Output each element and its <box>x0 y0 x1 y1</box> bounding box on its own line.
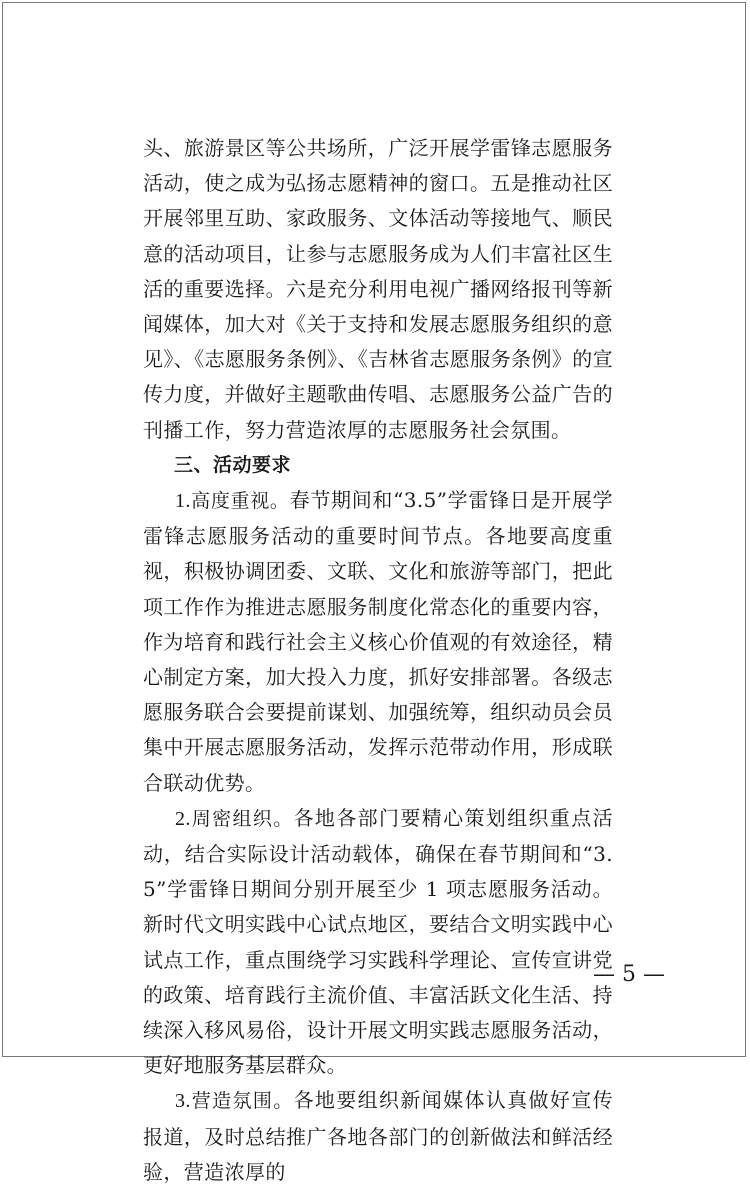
item-text: 各地各部门要精心策划组织重点活动，结合实际设计活动载体，确保在春节期间和“3.5”学雷锋日期间分别开展至少 1 项志愿服务活动。新时代文明实践中心试点地区，要结合文明实践中心试点工作，重点围绕学习实践科学理论、宣传宣讲党的政策、培育践行主流价值、丰富活跃文化生活、持续深入移风易俗，设计开展文明实践志愿服务活动，更好地服务基层群众。 <box>143 805 613 1078</box>
paragraph-continued: 头、旅游景区等公共场所，广泛开展学雷锋志愿服务活动，使之成为弘扬志愿精神的窗口。五是推动社区开展邻里互助、家政服务、文体活动等接地气、顺民意的活动项目，让参与志愿服务成为人们丰富社区生活的重要选择。六是充分利用电视广播网络报刊等新闻媒体，加大对《关于支持和发展志愿服务组织的意见》、《志愿服务条例》、《吉林省志愿服务条例》的宣传力度，并做好主题歌曲传唱、志愿服务公益广告的刊播工作，努力营造浓厚的志愿服务社会氛围。 <box>143 136 613 442</box>
list-item <box>143 483 613 801</box>
item-text: 春节期间和“3.5”学雷锋日是开展学雷锋志愿服务活动的重要时间节点。各地要高度重视，积极协调团委、文联、文化和旅游等部门，把此项工作作为推进志愿服务制度化常态化的重要内容，作为培育和践行社会主义核心价值观的有效途径，精心制定方案，加大投入力度，抓好安排部署。各级志愿服务联合会要提前谋划、加强统筹，组织动员会员集中开展志愿服务活动，发挥示范带动作用，形成联合联动优势。 <box>143 488 613 795</box>
item-title: 高度重视。 <box>190 490 290 513</box>
item-title: 周密组织。 <box>190 807 294 830</box>
item-title: 营造氛围。 <box>190 1090 294 1113</box>
page <box>2 2 746 1184</box>
list-item <box>143 801 613 1084</box>
list-item <box>143 1083 613 1190</box>
item-number: 1. <box>175 490 191 513</box>
item-text: 各地要组织新闻媒体认真做好宣传报道，及时总结推广各地各部门的创新做法和鲜活经验，营造浓厚的 <box>143 1088 613 1184</box>
item-number: 3. <box>175 1090 191 1113</box>
page-number: — 5 — <box>593 962 665 987</box>
document-body <box>143 131 613 1190</box>
item-number: 2. <box>175 807 191 830</box>
section-heading: 三、活动要求 <box>174 453 292 476</box>
